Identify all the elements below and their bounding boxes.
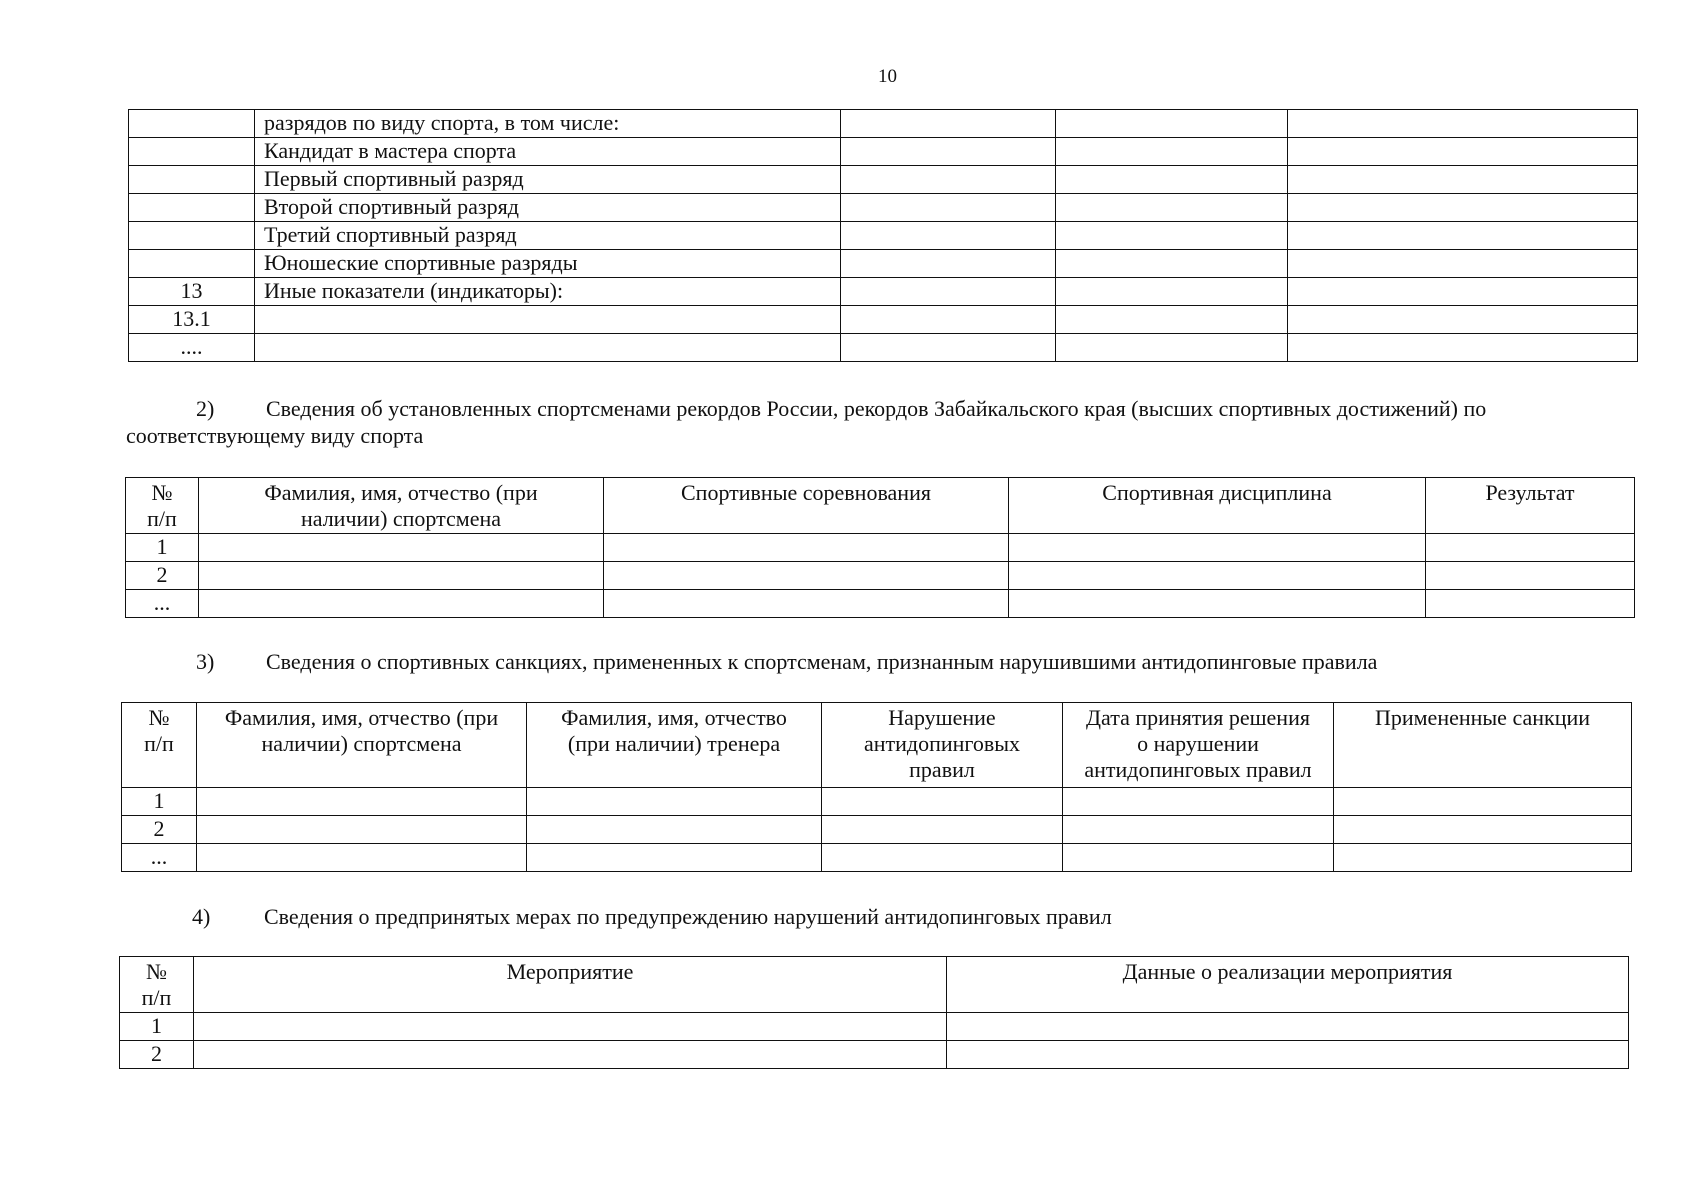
section-3-title: Сведения о спортивных санкциях, примененных к спортсменам, признанным нарушившими антидопинговые правила xyxy=(266,649,1378,674)
header-athlete-name: Фамилия, имя, отчество (при наличии) спортсмена xyxy=(197,703,527,788)
value-cell xyxy=(1056,166,1288,194)
value-cell xyxy=(197,844,527,872)
value-cell xyxy=(1063,816,1334,844)
value-cell xyxy=(1288,334,1638,362)
value-cell xyxy=(1334,816,1632,844)
header-num: № п/п xyxy=(120,957,194,1013)
table-row xyxy=(129,306,1638,334)
value-cell xyxy=(1009,562,1426,590)
value-cell xyxy=(1288,194,1638,222)
row-number-cell: 2 xyxy=(120,1041,194,1069)
value-cell xyxy=(1288,110,1638,138)
value-cell xyxy=(947,1013,1629,1041)
table-row xyxy=(126,590,1635,618)
row-number-cell xyxy=(129,222,255,250)
value-cell xyxy=(1056,306,1288,334)
value-cell xyxy=(199,562,604,590)
header-num: № п/п xyxy=(126,478,199,534)
row-number-cell: 13 xyxy=(129,278,255,306)
value-cell xyxy=(199,534,604,562)
table-row xyxy=(120,1013,1629,1041)
header-implementation: Данные о реализации мероприятия xyxy=(947,957,1629,1013)
page-number: 10 xyxy=(878,66,897,87)
row-number-cell: 2 xyxy=(122,816,197,844)
value-cell xyxy=(841,250,1056,278)
section-4-heading xyxy=(126,903,1656,930)
value-cell xyxy=(841,278,1056,306)
value-cell xyxy=(1009,590,1426,618)
value-cell xyxy=(1288,306,1638,334)
row-number-cell xyxy=(129,194,255,222)
table-row xyxy=(129,334,1638,362)
row-number-cell: 2 xyxy=(126,562,199,590)
value-cell xyxy=(194,1013,947,1041)
row-number-cell: 1 xyxy=(122,788,197,816)
section-2-number: 2) xyxy=(196,396,215,421)
row-label-cell: Кандидат в мастера спорта xyxy=(255,138,841,166)
value-cell xyxy=(1056,334,1288,362)
value-cell xyxy=(604,534,1009,562)
row-number-cell: .... xyxy=(129,334,255,362)
row-label-cell: Первый спортивный разряд xyxy=(255,166,841,194)
value-cell xyxy=(527,844,822,872)
table-row xyxy=(122,816,1632,844)
row-label-cell: Иные показатели (индикаторы): xyxy=(255,278,841,306)
value-cell xyxy=(1288,278,1638,306)
value-cell xyxy=(841,306,1056,334)
row-label-cell: Третий спортивный разряд xyxy=(255,222,841,250)
value-cell xyxy=(1426,590,1635,618)
value-cell xyxy=(1056,222,1288,250)
header-athlete-name: Фамилия, имя, отчество (при наличии) спортсмена xyxy=(199,478,604,534)
value-cell xyxy=(527,788,822,816)
table-row xyxy=(129,194,1638,222)
section-4-number: 4) xyxy=(192,904,211,929)
prevention-measures-table xyxy=(119,956,1629,1069)
value-cell xyxy=(527,816,822,844)
table-row xyxy=(129,278,1638,306)
value-cell xyxy=(1056,194,1288,222)
value-cell xyxy=(1056,250,1288,278)
value-cell xyxy=(1056,138,1288,166)
row-label-cell: Юношеские спортивные разряды xyxy=(255,250,841,278)
value-cell xyxy=(822,816,1063,844)
header-decision-date: Дата принятия решения о нарушении антидопинговых правил xyxy=(1063,703,1334,788)
value-cell xyxy=(1334,844,1632,872)
value-cell xyxy=(947,1041,1629,1069)
value-cell xyxy=(1063,844,1334,872)
value-cell xyxy=(1426,562,1635,590)
value-cell xyxy=(604,590,1009,618)
value-cell xyxy=(841,334,1056,362)
row-number-cell: 1 xyxy=(120,1013,194,1041)
value-cell xyxy=(822,844,1063,872)
table-row xyxy=(129,110,1638,138)
row-label-cell xyxy=(255,306,841,334)
header-competitions: Спортивные соревнования xyxy=(604,478,1009,534)
table-row xyxy=(120,1041,1629,1069)
header-event: Мероприятие xyxy=(194,957,947,1013)
row-number-cell: 1 xyxy=(126,534,199,562)
header-violation: Нарушение антидопинговых правил xyxy=(822,703,1063,788)
value-cell xyxy=(1334,788,1632,816)
table-row xyxy=(126,562,1635,590)
row-number-cell xyxy=(129,166,255,194)
sanctions-table xyxy=(121,702,1632,872)
header-discipline: Спортивная дисциплина xyxy=(1009,478,1426,534)
row-label-cell: Второй спортивный разряд xyxy=(255,194,841,222)
section-2-title-line2: соответствующему виду спорта xyxy=(126,423,424,448)
table-row xyxy=(122,844,1632,872)
value-cell xyxy=(841,222,1056,250)
table-row xyxy=(129,222,1638,250)
indicators-table-continuation xyxy=(128,109,1638,362)
section-2-heading xyxy=(126,395,1656,449)
value-cell xyxy=(1288,138,1638,166)
row-label-cell: разрядов по виду спорта, в том числе: xyxy=(255,110,841,138)
row-label-cell xyxy=(255,334,841,362)
value-cell xyxy=(1056,110,1288,138)
table-row xyxy=(129,250,1638,278)
section-3-heading xyxy=(126,648,1656,675)
records-table xyxy=(125,477,1635,618)
value-cell xyxy=(1288,166,1638,194)
value-cell xyxy=(197,788,527,816)
row-number-cell xyxy=(129,110,255,138)
value-cell xyxy=(1288,250,1638,278)
value-cell xyxy=(1009,534,1426,562)
value-cell xyxy=(841,194,1056,222)
header-coach-name: Фамилия, имя, отчество (при наличии) тренера xyxy=(527,703,822,788)
value-cell xyxy=(841,138,1056,166)
value-cell xyxy=(1063,788,1334,816)
table-row xyxy=(122,788,1632,816)
section-4-title: Сведения о предпринятых мерах по предупреждению нарушений антидопинговых правил xyxy=(264,904,1112,929)
value-cell xyxy=(841,166,1056,194)
value-cell xyxy=(194,1041,947,1069)
row-number-cell xyxy=(129,250,255,278)
header-sanctions: Примененные санкции xyxy=(1334,703,1632,788)
value-cell xyxy=(1056,278,1288,306)
value-cell xyxy=(822,788,1063,816)
header-num: № п/п xyxy=(122,703,197,788)
row-number-cell: ... xyxy=(122,844,197,872)
row-number-cell: 13.1 xyxy=(129,306,255,334)
row-number-cell: ... xyxy=(126,590,199,618)
value-cell xyxy=(1426,534,1635,562)
value-cell xyxy=(604,562,1009,590)
value-cell xyxy=(841,110,1056,138)
table-row xyxy=(126,534,1635,562)
table-row xyxy=(129,166,1638,194)
value-cell xyxy=(197,816,527,844)
header-result: Результат xyxy=(1426,478,1635,534)
section-2-title-line1: Сведения об установленных спортсменами рекордов России, рекордов Забайкальского края (высших спортивных достижений) по xyxy=(266,396,1487,421)
row-number-cell xyxy=(129,138,255,166)
table-row xyxy=(129,138,1638,166)
value-cell xyxy=(1288,222,1638,250)
section-3-number: 3) xyxy=(196,649,215,674)
value-cell xyxy=(199,590,604,618)
